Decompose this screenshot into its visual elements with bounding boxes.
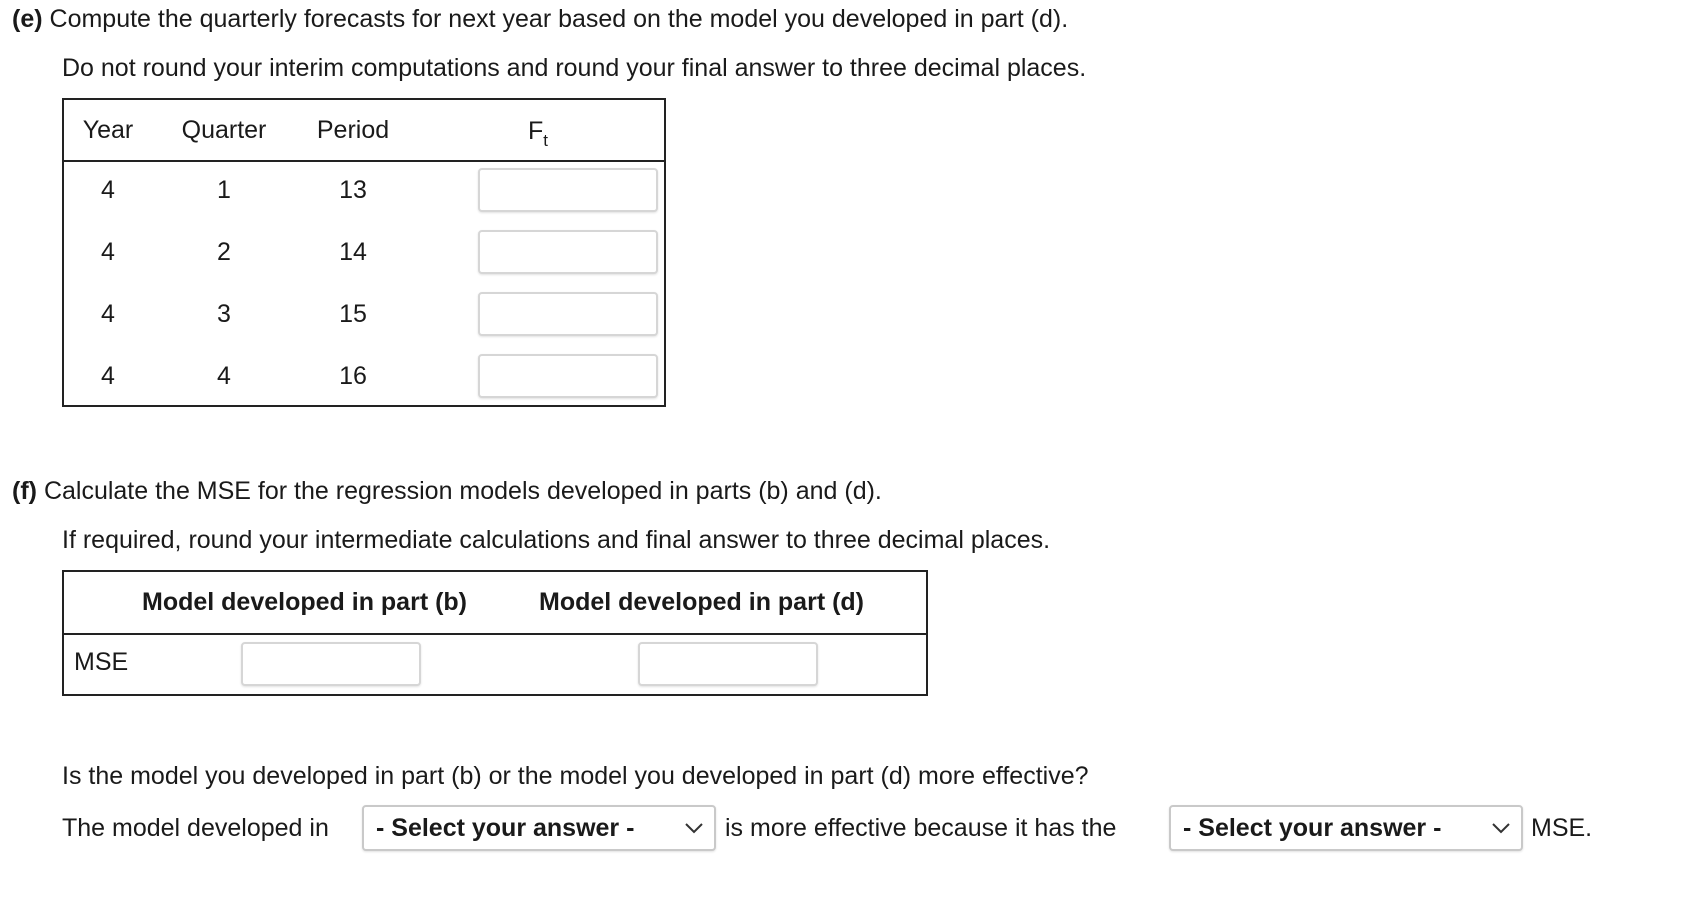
sentence-prefix: The model developed in: [62, 814, 329, 842]
part-f-label: (f): [12, 477, 37, 505]
model-select-value: - Select your answer -: [376, 814, 635, 842]
cell-period: 16: [339, 362, 367, 390]
header-quarter: Quarter: [181, 116, 267, 144]
header-year: Year: [82, 116, 134, 144]
chevron-down-icon: [1491, 821, 1511, 835]
header-ft-subscript: t: [543, 131, 549, 150]
cell-period: 14: [339, 238, 367, 266]
part-e-instruction: Do not round your interim computations and round your final answer to three decimal places.: [62, 54, 1087, 82]
ft-input-period-13[interactable]: [478, 168, 658, 212]
forecast-table: [62, 98, 666, 407]
header-model-b: Model developed in part (b): [142, 588, 468, 616]
cell-year: 4: [101, 300, 115, 328]
mse-input-model-d[interactable]: [638, 642, 818, 686]
sentence-middle: is more effective because it has the: [725, 814, 1117, 842]
model-select[interactable]: [362, 805, 716, 851]
cell-period: 13: [339, 176, 367, 204]
mse-comparison-select-value: - Select your answer -: [1183, 814, 1442, 842]
cell-year: 4: [101, 238, 115, 266]
header-period: Period: [316, 116, 390, 144]
part-e-label: (e): [12, 5, 43, 33]
mse-table: [62, 570, 928, 696]
header-model-d: Model developed in part (d): [539, 588, 865, 616]
table-row: [64, 284, 664, 346]
forecast-table-header: [64, 100, 664, 162]
part-e-question-text: Compute the quarterly forecasts for next year based on the model you developed in part (d).: [49, 5, 1069, 33]
table-row: [64, 160, 664, 222]
sentence-suffix: MSE.: [1531, 814, 1593, 842]
table-row: [64, 346, 664, 408]
mse-row-label: MSE: [74, 648, 129, 676]
cell-year: 4: [101, 362, 115, 390]
mse-input-model-b[interactable]: [241, 642, 421, 686]
cell-period: 15: [339, 300, 367, 328]
part-f-instruction: If required, round your intermediate calculations and final answer to three decimal places.: [62, 526, 1051, 554]
mse-comparison-select[interactable]: [1169, 805, 1523, 851]
part-e-question: [12, 4, 1068, 34]
ft-input-period-16[interactable]: [478, 354, 658, 398]
table-row: [64, 222, 664, 284]
header-ft: [528, 116, 548, 149]
chevron-down-icon: [684, 821, 704, 835]
mse-table-header: [64, 572, 926, 635]
ft-input-period-14[interactable]: [478, 230, 658, 274]
part-f-question-text: Calculate the MSE for the regression models developed in parts (b) and (d).: [43, 477, 882, 505]
cell-quarter: 2: [217, 238, 231, 266]
ft-input-period-15[interactable]: [478, 292, 658, 336]
cell-quarter: 1: [217, 176, 231, 204]
header-ft-main: F: [527, 117, 544, 145]
part-f-question: [12, 476, 882, 506]
cell-quarter: 3: [217, 300, 231, 328]
effectiveness-question: Is the model you developed in part (b) or the model you developed in part (d) more effective?: [62, 762, 1089, 790]
cell-quarter: 4: [217, 362, 231, 390]
cell-year: 4: [101, 176, 115, 204]
